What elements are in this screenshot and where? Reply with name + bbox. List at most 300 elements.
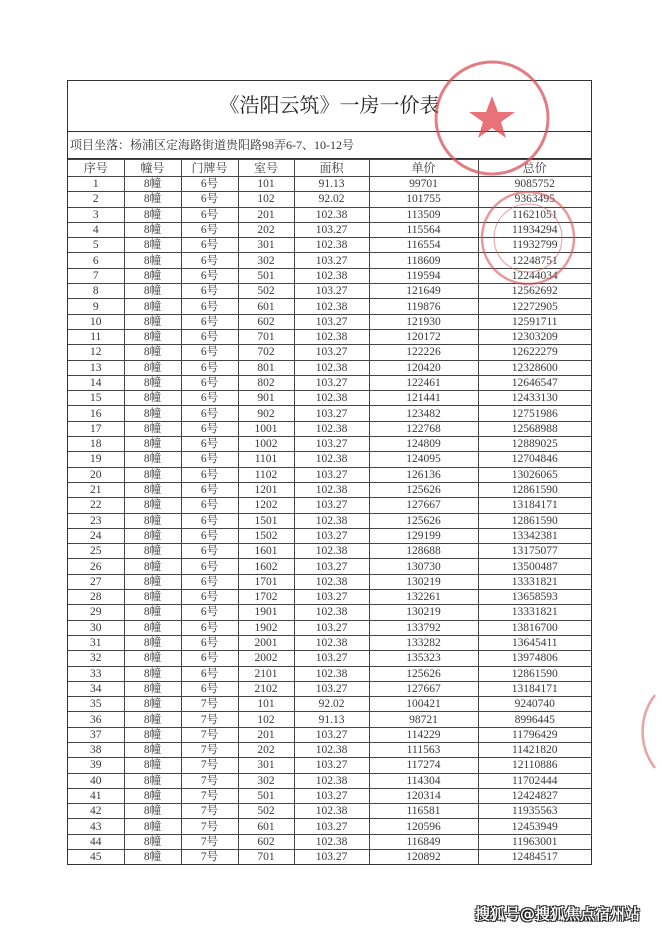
table-cell: 202 [238,742,294,757]
table-cell: 702 [238,345,294,360]
table-cell: 6号 [181,421,238,436]
table-cell: 122226 [369,345,478,360]
table-cell: 8幢 [124,819,181,834]
table-cell: 8幢 [124,177,181,192]
table-row [68,375,591,390]
table-cell: 9 [68,299,124,314]
table-cell: 7号 [181,804,238,819]
table-cell: 1002 [238,437,294,452]
table-cell: 202 [238,222,294,237]
table-cell: 103.27 [294,437,369,452]
table-row [68,850,591,865]
table-cell: 6号 [181,391,238,406]
table-cell: 120420 [369,360,478,375]
table-cell: 113509 [369,207,478,222]
table-cell: 201 [238,207,294,222]
table-cell: 11621051 [478,207,591,222]
table-cell: 35 [68,697,124,712]
table-cell: 3 [68,207,124,222]
table-cell: 12591711 [478,314,591,329]
table-cell: 8幢 [124,284,181,299]
table-cell: 103.27 [294,253,369,268]
table-cell: 11421820 [478,742,591,757]
table-cell: 30 [68,620,124,635]
table-cell: 701 [238,850,294,865]
table-cell: 102.38 [294,421,369,436]
table-cell: 100421 [369,697,478,712]
table-cell: 901 [238,391,294,406]
table-cell: 120892 [369,850,478,865]
table-cell: 6号 [181,207,238,222]
table-cell: 102.38 [294,605,369,620]
table-cell: 91.13 [294,712,369,727]
table-cell: 8幢 [124,605,181,620]
table-cell: 8 [68,284,124,299]
table-cell: 12704846 [478,452,591,467]
table-cell: 8幢 [124,788,181,803]
watermark: 搜狐号@搜狐焦点宿州站 [475,905,641,923]
table-cell: 6号 [181,635,238,650]
table-cell: 1001 [238,421,294,436]
table-cell: 2101 [238,666,294,681]
table-cell: 42 [68,804,124,819]
table-cell: 301 [238,758,294,773]
table-row [68,834,591,849]
table-cell: 7号 [181,819,238,834]
table-cell: 125626 [369,666,478,681]
table-cell: 602 [238,834,294,849]
table-cell: 7号 [181,697,238,712]
table-cell: 103.27 [294,314,369,329]
table-header [68,160,591,177]
table-cell: 8幢 [124,758,181,773]
table-cell: 31 [68,635,124,650]
table-cell: 102 [238,712,294,727]
table-cell: 8幢 [124,482,181,497]
table-cell: 118609 [369,253,478,268]
table-cell: 902 [238,406,294,421]
table-cell: 6号 [181,329,238,344]
table-row [68,635,591,650]
table-cell: 126136 [369,467,478,482]
table-cell: 13500487 [478,559,591,574]
table-cell: 125626 [369,482,478,497]
table-cell: 24 [68,528,124,543]
price-list-document [67,80,592,865]
table-cell: 8幢 [124,314,181,329]
table-cell: 8幢 [124,421,181,436]
table-cell: 7 [68,268,124,283]
table-cell: 44 [68,834,124,849]
table-cell: 1101 [238,452,294,467]
partial-seal-icon [643,695,655,768]
table-cell: 116554 [369,238,478,253]
table-cell: 103.27 [294,284,369,299]
table-cell: 13026065 [478,467,591,482]
table-cell: 99701 [369,177,478,192]
table-cell: 1602 [238,559,294,574]
table-cell: 12424827 [478,788,591,803]
table-cell: 801 [238,360,294,375]
table-cell: 8幢 [124,329,181,344]
table-cell: 12484517 [478,850,591,865]
table-cell: 1601 [238,544,294,559]
table-cell: 120596 [369,819,478,834]
table-cell: 8幢 [124,360,181,375]
table-row [68,528,591,543]
table-cell: 15 [68,391,124,406]
table-cell: 103.27 [294,758,369,773]
table-cell: 103.27 [294,222,369,237]
table-cell: 13175077 [478,544,591,559]
table-cell: 13974806 [478,651,591,666]
table-cell: 12889025 [478,437,591,452]
table-cell: 12248751 [478,253,591,268]
table-row [68,268,591,283]
table-cell: 103.27 [294,375,369,390]
table-cell: 8幢 [124,544,181,559]
column-header: 序号 [68,160,124,177]
table-row [68,314,591,329]
table-cell: 39 [68,758,124,773]
table-cell: 11796429 [478,727,591,742]
table-row [68,482,591,497]
table-cell: 135323 [369,651,478,666]
table-cell: 6号 [181,345,238,360]
table-cell: 103.27 [294,651,369,666]
table-cell: 12303209 [478,329,591,344]
table-row [68,681,591,696]
table-cell: 6号 [181,498,238,513]
table-row [68,207,591,222]
table-cell: 102.38 [294,452,369,467]
table-cell: 45 [68,850,124,865]
table-row [68,299,591,314]
table-cell: 7号 [181,758,238,773]
table-cell: 27 [68,574,124,589]
table-cell: 502 [238,284,294,299]
table-cell: 12244034 [478,268,591,283]
table-cell: 6号 [181,437,238,452]
table-cell: 102.38 [294,513,369,528]
table-cell: 103.27 [294,727,369,742]
table-cell: 1902 [238,620,294,635]
table-cell: 12562692 [478,284,591,299]
table-cell: 102 [238,192,294,207]
table-cell: 6号 [181,222,238,237]
table-cell: 103.27 [294,620,369,635]
table-cell: 12646547 [478,375,591,390]
table-cell: 36 [68,712,124,727]
table-cell: 13816700 [478,620,591,635]
table-cell: 133282 [369,635,478,650]
table-cell: 102.38 [294,544,369,559]
table-cell: 123482 [369,406,478,421]
table-cell: 102.38 [294,635,369,650]
table-cell: 102.38 [294,299,369,314]
table-cell: 6号 [181,177,238,192]
table-cell: 6号 [181,681,238,696]
table-cell: 6号 [181,559,238,574]
table-cell: 91.13 [294,177,369,192]
table-cell: 127667 [369,498,478,513]
table-cell: 7号 [181,788,238,803]
table-cell: 103.27 [294,681,369,696]
table-cell: 5 [68,238,124,253]
table-row [68,498,591,513]
table-cell: 8幢 [124,727,181,742]
table-cell: 18 [68,437,124,452]
table-cell: 8幢 [124,834,181,849]
table-cell: 121930 [369,314,478,329]
table-cell: 37 [68,727,124,742]
table-cell: 8幢 [124,620,181,635]
table-cell: 122461 [369,375,478,390]
table-cell: 130219 [369,605,478,620]
document-title: 《浩阳云筑》一房一价表 [68,81,591,132]
table-cell: 8幢 [124,452,181,467]
table-cell: 11934294 [478,222,591,237]
table-cell: 19 [68,452,124,467]
table-cell: 114229 [369,727,478,742]
table-cell: 6号 [181,192,238,207]
table-row [68,421,591,436]
table-cell: 103.27 [294,498,369,513]
table-row [68,192,591,207]
table-row [68,391,591,406]
table-cell: 111563 [369,742,478,757]
table-cell: 6号 [181,375,238,390]
table-cell: 8幢 [124,590,181,605]
table-cell: 2 [68,192,124,207]
table-cell: 128688 [369,544,478,559]
table-cell: 12110886 [478,758,591,773]
table-cell: 8幢 [124,804,181,819]
table-row [68,773,591,788]
table-cell: 6号 [181,482,238,497]
table-cell: 102.38 [294,574,369,589]
table-cell: 33 [68,666,124,681]
column-header: 单价 [369,160,478,177]
table-cell: 13331821 [478,605,591,620]
table-cell: 701 [238,329,294,344]
table-cell: 501 [238,268,294,283]
table-cell: 6号 [181,574,238,589]
table-cell: 25 [68,544,124,559]
table-cell: 2001 [238,635,294,650]
table-cell: 102.38 [294,268,369,283]
table-cell: 201 [238,727,294,742]
table-cell: 102.38 [294,482,369,497]
table-cell: 102.38 [294,773,369,788]
table-row [68,177,591,192]
table-cell: 120172 [369,329,478,344]
table-cell: 103.27 [294,819,369,834]
column-header: 总价 [478,160,591,177]
table-cell: 6号 [181,268,238,283]
table-cell: 13342381 [478,528,591,543]
table-row [68,284,591,299]
table-cell: 130219 [369,574,478,589]
table-row [68,697,591,712]
table-cell: 115564 [369,222,478,237]
table-cell: 4 [68,222,124,237]
table-cell: 802 [238,375,294,390]
table-row [68,544,591,559]
table-cell: 6号 [181,406,238,421]
table-cell: 17 [68,421,124,436]
table-cell: 34 [68,681,124,696]
table-cell: 92.02 [294,192,369,207]
table-cell: 6号 [181,605,238,620]
table-cell: 302 [238,253,294,268]
table-cell: 102.38 [294,834,369,849]
table-cell: 16 [68,406,124,421]
table-row [68,437,591,452]
table-cell: 8幢 [124,391,181,406]
table-row [68,620,591,635]
table-row [68,758,591,773]
table-cell: 11 [68,329,124,344]
table-cell: 7号 [181,773,238,788]
table-cell: 8幢 [124,651,181,666]
table-cell: 103.27 [294,345,369,360]
table-cell: 43 [68,819,124,834]
table-cell: 12453949 [478,819,591,834]
table-cell: 10 [68,314,124,329]
table-cell: 124809 [369,437,478,452]
table-row [68,329,591,344]
table-cell: 127667 [369,681,478,696]
table-cell: 7号 [181,850,238,865]
table-row [68,742,591,757]
table-cell: 103.27 [294,788,369,803]
table-row [68,238,591,253]
table-cell: 302 [238,773,294,788]
table-cell: 12568988 [478,421,591,436]
table-row [68,452,591,467]
table-cell: 1701 [238,574,294,589]
table-cell: 21 [68,482,124,497]
table-cell: 12272905 [478,299,591,314]
table-cell: 8幢 [124,850,181,865]
table-row [68,590,591,605]
table-cell: 8幢 [124,635,181,650]
table-cell: 9240740 [478,697,591,712]
table-cell: 6号 [181,590,238,605]
table-cell: 7号 [181,712,238,727]
table-cell: 601 [238,299,294,314]
table-cell: 8幢 [124,406,181,421]
table-cell: 7号 [181,727,238,742]
table-cell: 6号 [181,620,238,635]
table-cell: 1901 [238,605,294,620]
table-cell: 601 [238,819,294,834]
table-cell: 8幢 [124,207,181,222]
table-cell: 1502 [238,528,294,543]
table-cell: 103.27 [294,559,369,574]
table-cell: 98721 [369,712,478,727]
table-cell: 103.27 [294,850,369,865]
price-table [68,159,591,864]
table-cell: 8幢 [124,299,181,314]
table-cell: 101 [238,697,294,712]
table-cell: 6号 [181,238,238,253]
table-cell: 12622279 [478,345,591,360]
table-cell: 23 [68,513,124,528]
table-cell: 2002 [238,651,294,666]
table-cell: 1501 [238,513,294,528]
table-cell: 6号 [181,544,238,559]
table-row [68,727,591,742]
table-cell: 501 [238,788,294,803]
table-cell: 12 [68,345,124,360]
table-cell: 103.27 [294,406,369,421]
table-cell: 41 [68,788,124,803]
table-cell: 11932799 [478,238,591,253]
table-cell: 8幢 [124,773,181,788]
table-cell: 8幢 [124,697,181,712]
table-row [68,788,591,803]
table-cell: 40 [68,773,124,788]
table-cell: 13645411 [478,635,591,650]
column-header: 门牌号 [181,160,238,177]
table-cell: 122768 [369,421,478,436]
table-cell: 119876 [369,299,478,314]
table-cell: 8幢 [124,437,181,452]
table-cell: 8幢 [124,345,181,360]
column-header: 面积 [294,160,369,177]
table-cell: 7号 [181,834,238,849]
table-cell: 13331821 [478,574,591,589]
table-cell: 20 [68,467,124,482]
table-cell: 12861590 [478,666,591,681]
table-cell: 12328600 [478,360,591,375]
column-header: 幢号 [124,160,181,177]
table-cell: 11935563 [478,804,591,819]
table-cell: 8幢 [124,268,181,283]
table-row [68,651,591,666]
table-cell: 1702 [238,590,294,605]
table-cell: 8幢 [124,681,181,696]
table-cell: 12861590 [478,482,591,497]
table-cell: 102.38 [294,804,369,819]
table-cell: 12433130 [478,391,591,406]
table-cell: 124095 [369,452,478,467]
table-cell: 6号 [181,253,238,268]
table-cell: 8幢 [124,467,181,482]
table-cell: 6号 [181,299,238,314]
table-cell: 502 [238,804,294,819]
table-cell: 6号 [181,467,238,482]
table-cell: 12861590 [478,513,591,528]
table-cell: 119594 [369,268,478,283]
table-cell: 92.02 [294,697,369,712]
table-row [68,360,591,375]
table-row [68,253,591,268]
table-cell: 8幢 [124,513,181,528]
column-header: 室号 [238,160,294,177]
table-cell: 6号 [181,360,238,375]
table-cell: 130730 [369,559,478,574]
table-cell: 8幢 [124,574,181,589]
project-address: 项目坐落：杨浦区定海路街道贵阳路98弄6-7、10-12号 [68,132,591,159]
table-cell: 32 [68,651,124,666]
table-cell: 102.38 [294,391,369,406]
table-cell: 26 [68,559,124,574]
table-cell: 102.38 [294,207,369,222]
table-cell: 8幢 [124,498,181,513]
